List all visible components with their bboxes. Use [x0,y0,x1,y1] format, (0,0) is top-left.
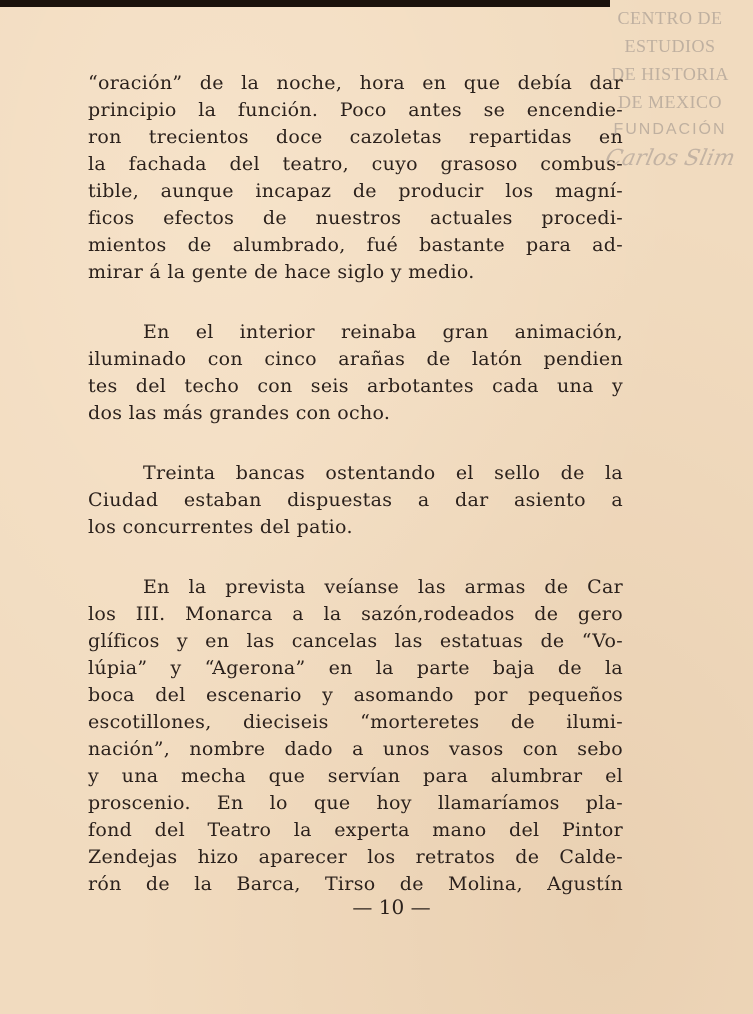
text-line: mirar á la gente de hace siglo y medio. [88,261,475,283]
text-line: principio la función. Poco antes se encendie- [88,99,623,121]
text-line: rón de la Barca, Tirso de Molina, Agustín [88,873,623,895]
text-line: Zendejas hizo aparecer los retratos de Calde- [88,846,623,868]
body-text [88,70,623,898]
paragraph [88,460,623,541]
text-line: los III. Monarca a la sazón,rodeados de gero [88,603,623,625]
text-line: los concurrentes del patio. [88,516,353,538]
text-line: lúpia” y “Agerona” en la parte baja de la [88,657,623,679]
text-line: glíficos y en las cancelas las estatuas de “Vo- [88,630,623,652]
text-line: dos las más grandes con ocho. [88,402,391,424]
paragraph [88,574,623,898]
text-line: y una mecha que servían para alumbrar el [88,765,623,787]
text-line: proscenio. En lo que hoy llamaríamos pla- [88,792,623,814]
text-line: nación”, nombre dado a unos vasos con sebo [88,738,623,760]
watermark-line: DE HISTORIA [611,64,729,84]
watermark-foundation: FUNDACIÓN [613,121,727,138]
watermark-signature: Carlos Slim [602,146,738,171]
watermark-line: CENTRO DE [617,8,723,28]
text-line: En el interior reinaba gran animación, [143,321,623,343]
paragraph [88,70,623,286]
text-line: ron trecientos doce cazoletas repartidas en [88,126,623,148]
watermark-line: ESTUDIOS [624,36,716,56]
text-line: En la prevista veíanse las armas de Car [143,576,623,598]
text-line: boca del escenario y asomando por pequeños [88,684,623,706]
text-line: iluminado con cinco arañas de latón pendien [88,348,623,370]
text-line: escotillones, dieciseis “morteretes de ilumi- [88,711,623,733]
watermark-line: DE MEXICO [618,92,722,112]
text-line: mientos de alumbrado, fué bastante para ad- [88,234,623,256]
text-line: tes del techo con seis arbotantes cada una y [88,375,623,397]
text-line: fond del Teatro la experta mano del Pintor [88,819,623,841]
text-line: “oración” de la noche, hora en que debía dar [88,72,623,94]
text-line: Ciudad estaban dispuestas a dar asiento a [88,489,623,511]
page-top-edge [0,0,610,7]
text-line: Treinta bancas ostentando el sello de la [143,462,623,484]
text-line: tible, aunque incapaz de producir los magní- [88,180,623,202]
text-line: ficos efectos de nuestros actuales procedi- [88,207,623,229]
paragraph [88,319,623,427]
text-line: la fachada del teatro, cuyo grasoso combus- [88,153,623,175]
page-number: — 10 — [352,895,431,919]
